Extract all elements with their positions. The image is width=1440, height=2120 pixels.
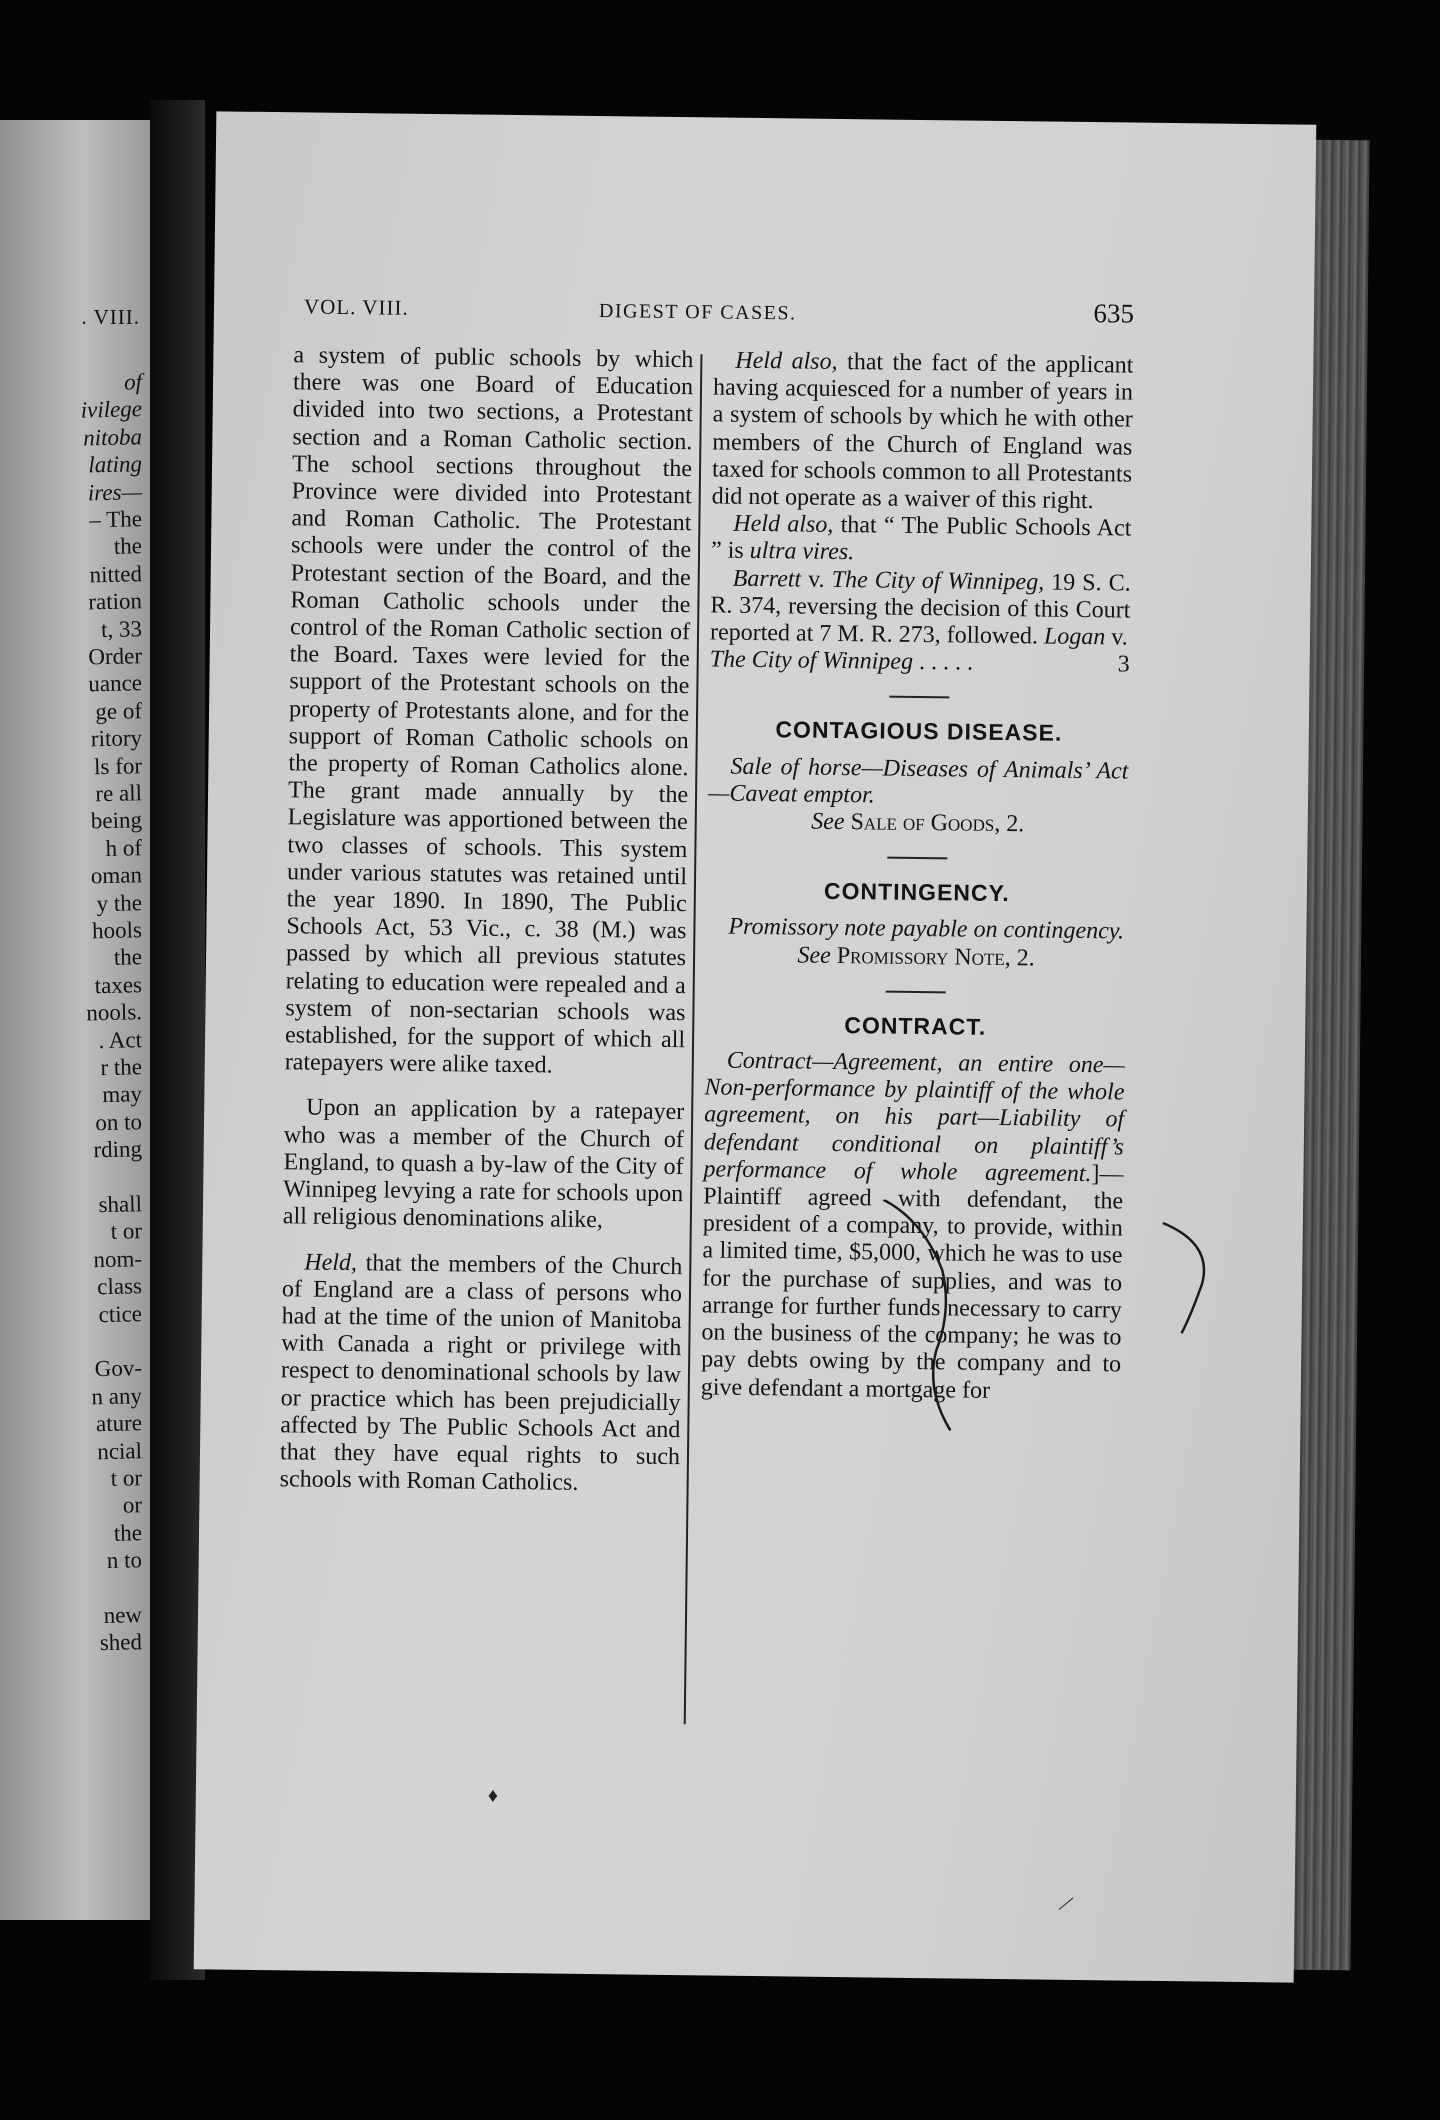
ink-mark: | — [1057, 1894, 1077, 1912]
paragraph-held-also-1 — [712, 347, 1134, 515]
heading-contract: CONTRACT. — [844, 1011, 987, 1040]
ink-speck: ♦ — [487, 1784, 499, 1807]
left-page-line: t, 33 — [100, 615, 143, 642]
left-page-line: ivilege — [80, 396, 143, 423]
left-page-line: Order — [88, 643, 143, 670]
left-page-header: . VIII. — [81, 305, 140, 329]
held-also-label: Held also, — [733, 510, 834, 539]
left-page-fragment — [0, 120, 150, 1920]
paragraph-school-system: a system of public schools by which there was one Board of Education divided into two sections, a Protestant section and a Roman Catholic section. The school sections throughout the Province were divided into Protestant and Roman Catholic. The Protestant schools were under the control of the Protestant section of the Board, and the Roman Catholic schools under the control of the Roman Catholic section of the Board. Taxes were levied for the support of the Protestant schools on the property of Protestants alone, and for the support of Roman Catholic schools on the property of Roman Catholics alone. The grant made annually by the Legislature was apportioned between the two classes of schools. This system under various statutes was retained until the year 1890. In 1890, The Public Schools Act, 53 Vic., c. 38 (M.) was passed by which all previous statutes relating to education were repealed and a system of non-sectarian schools was established, for the support of which all ratepayers were alike taxed. — [284, 342, 694, 1079]
subject-contagious: Sale of horse—Diseases of Animals’ Act—Caveat emptor. — [707, 753, 1129, 809]
reference-number: , 2. — [1004, 944, 1035, 972]
left-page-line: shall — [98, 1191, 143, 1218]
book-page — [194, 111, 1317, 1982]
left-page-line: ls for — [93, 752, 143, 779]
contract-text: ]—Plaintiff agreed with defendant, the president of a company, to provide, within a limited time, $5,000, which he was to use for the purchase of supplies, and was to arrange for further funds necessary to carry on the business of the company; he was to pay debts owing by the company and to give defendant a mortgage for — [700, 1160, 1124, 1404]
left-page-line: n to — [106, 1547, 143, 1574]
left-page-line: being — [90, 807, 143, 834]
versus: v. — [1105, 624, 1128, 651]
case-number: 3 — [1117, 651, 1130, 678]
left-page-line: or — [122, 1492, 143, 1519]
left-page-line: ires— — [87, 478, 143, 506]
left-page-line: nom- — [93, 1245, 143, 1273]
see-label: See — [797, 942, 831, 969]
left-page-line: ctice — [98, 1300, 143, 1327]
left-page-line: ration — [88, 588, 143, 615]
see-label: See — [811, 808, 845, 836]
section-divider — [886, 990, 946, 993]
heading-contingency: CONTINGENCY. — [823, 878, 1010, 907]
left-page-line: ritory — [90, 725, 143, 752]
paragraph-held — [280, 1249, 683, 1499]
left-page-line: r the — [100, 1054, 143, 1081]
left-page-line: re all — [95, 780, 143, 807]
left-page-line: taxes — [94, 971, 143, 999]
left-page-line: ge of — [95, 697, 143, 725]
heading-contagious-disease: CONTAGIOUS DISEASE. — [775, 716, 1063, 747]
left-page-line: new — [103, 1602, 143, 1629]
reference-title: Promissory Note — [836, 942, 1005, 971]
left-page-line: class — [96, 1273, 143, 1300]
ultra-vires: ultra vires. — [749, 538, 855, 566]
case-name-logan: Logan — [1043, 623, 1106, 651]
left-page-line: ature — [95, 1410, 143, 1437]
citation-text: 19 S. C. R. 374, reversing the decision of this Court reported at 7 M. R. 273, followed. — [709, 569, 1131, 650]
left-column — [280, 342, 694, 1498]
running-head — [304, 288, 1134, 334]
left-page-line: the — [113, 1519, 143, 1546]
case-party: The City of Winnipeg, — [831, 566, 1045, 596]
left-page-line: hools — [91, 917, 143, 944]
running-title: DIGEST OF CASES. — [598, 300, 797, 325]
left-page-line: may — [102, 1081, 143, 1108]
left-page-line: . Act — [98, 1026, 143, 1053]
leader-dots: . . . . . — [912, 649, 974, 676]
left-page-line: lating — [88, 451, 143, 478]
left-page-line: – The — [89, 506, 143, 533]
held-also-label: Held also, — [735, 347, 838, 375]
section-divider — [887, 857, 947, 860]
left-page-line: the — [113, 944, 143, 971]
left-page-line: Gov- — [94, 1355, 143, 1382]
left-page-line: oman — [90, 862, 143, 889]
left-page-line: n any — [91, 1382, 143, 1410]
volume-label: VOL. VIII. — [303, 294, 409, 320]
left-page-line: nitted — [89, 560, 143, 588]
pen-annotation — [880, 1200, 1223, 1464]
held-label: Held, — [304, 1249, 358, 1276]
cross-reference — [706, 941, 1126, 973]
section-divider — [889, 696, 949, 699]
subject-contract: Contract—Agreement, an entire one—Non-performance by plaintiff of the whole agreement, on his part—Liability of defendant conditional on plaintiff’s performance of whole agreement. — [703, 1047, 1125, 1187]
paragraph-held-also-2 — [711, 511, 1132, 571]
subject-contingency: Promissory note payable on contingency. — [728, 914, 1125, 945]
left-page-line: shed — [99, 1629, 143, 1656]
left-page-line: nitoba — [82, 423, 143, 451]
reference-number: , 2. — [994, 810, 1025, 838]
left-page-line: t or — [110, 1465, 143, 1491]
left-page-line: t or — [110, 1218, 143, 1245]
left-page-line: nools. — [86, 999, 143, 1026]
page-number: 635 — [1093, 298, 1135, 329]
left-page-line: ncial — [96, 1437, 143, 1464]
left-page-line: the — [113, 533, 143, 560]
case-name: Barrett — [732, 565, 802, 593]
left-page-line: h of — [105, 834, 143, 861]
left-page-line: rding — [93, 1136, 143, 1163]
left-page-line: uance — [88, 670, 143, 697]
held-also-text: that the fact of the applicant having acquiesced for a number of years in a system of schools by which he with other members of the Church of England was taxed for schools common to all Protestants did not operate as a waiver of this right. — [711, 348, 1134, 515]
held-text: that the members of the Church of England are a class of persons who had at the time of the union of Manitoba with Canada a right or privilege with respect to denominational schools by law or practice which has been prejudicially affected by The Public Schools Act and that they have equal rights to such schools with Roman Catholics. — [279, 1249, 683, 1496]
left-page-line: on to — [95, 1108, 143, 1136]
paragraph-application: Upon an application by a ratepayer who was a member of the Church of England, to quash a by-law of the City of Winnipeg levying a rate for schools upon all religious denominations alike, — [282, 1095, 685, 1234]
versus: v. — [800, 566, 832, 593]
citation-paragraph — [710, 565, 1131, 652]
case-party: The City of Winnipeg — [709, 646, 914, 676]
left-page-line: y the — [96, 889, 143, 916]
held-also-text: that “ The Public Schools Act ” is — [710, 512, 1132, 565]
citation-leader-line — [710, 647, 1130, 679]
left-page-line: of — [123, 369, 143, 395]
reference-title: Sale of Goods — [850, 809, 995, 837]
cross-reference — [708, 807, 1128, 839]
